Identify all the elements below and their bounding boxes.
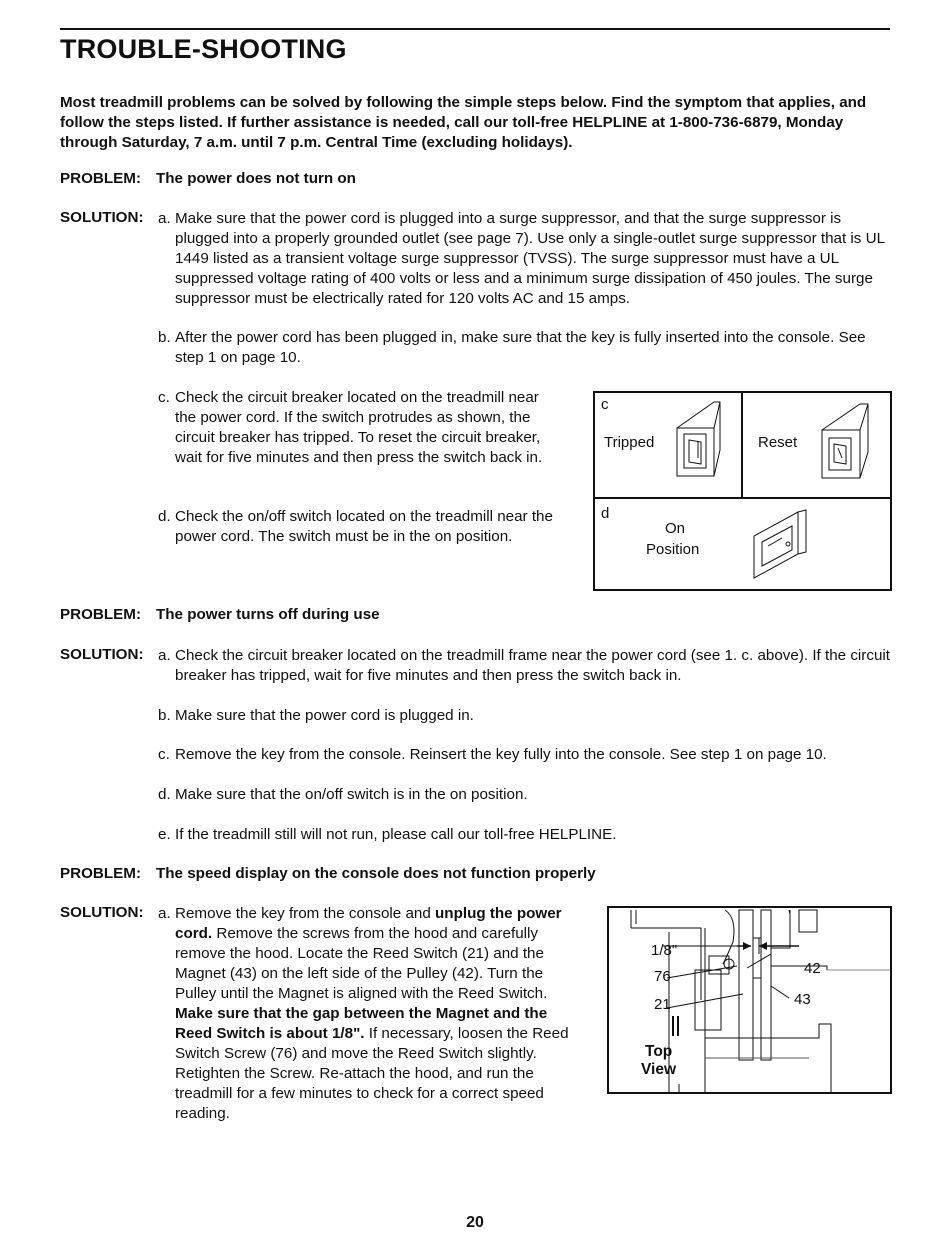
fig-76-label: 76 — [654, 968, 671, 985]
p3-step-a — [158, 904, 573, 1124]
fig-43-label: 43 — [794, 991, 811, 1008]
page-title: TROUBLE-SHOOTING — [60, 34, 347, 64]
fig-gap-label: 1/8" — [651, 942, 678, 959]
problem-label: PROBLEM: — [60, 865, 141, 882]
step-text: Check the circuit breaker located on the treadmill frame near the power cord (see 1. c. above). If the circuit breaker has tripped, wait for five minutes and then press the switch back in. — [175, 647, 890, 684]
reset-breaker-icon — [820, 400, 870, 480]
step-letter: a. — [158, 210, 171, 227]
fig-21-label: 21 — [654, 996, 671, 1013]
step-letter: b. — [158, 707, 171, 724]
problem-1-title: The power does not turn on — [156, 170, 356, 187]
step-letter: a. — [158, 647, 171, 664]
step-text — [175, 904, 573, 1124]
on-off-switch-icon — [752, 508, 812, 580]
step-letter: e. — [158, 826, 171, 843]
fig-on-label: On — [665, 520, 686, 537]
problem-label: PROBLEM: — [60, 606, 141, 623]
step-letter: c. — [158, 746, 170, 763]
step-text: Check the on/off switch located on the treadmill near the power cord. The switch must be in the on position. — [175, 508, 553, 545]
step-letter: b. — [158, 329, 171, 346]
p2-step-a — [158, 646, 893, 686]
fig-42-label: 42 — [804, 960, 821, 977]
step-text: Remove the key from the console. Reinsert the key fully into the console. See step 1 on page 10. — [175, 746, 827, 763]
problem-label: PROBLEM: — [60, 170, 141, 187]
step-text: After the power cord has been plugged in, make sure that the key is fully inserted into the console. See step 1 on page 10. — [175, 329, 866, 366]
solution-2-label: SOLUTION: — [60, 646, 144, 663]
step-letter: d. — [158, 786, 171, 803]
step-text: Make sure that the power cord is plugged in. — [175, 707, 474, 724]
figure-divider-horizontal — [595, 497, 890, 499]
figure-divider-vertical — [741, 393, 743, 499]
problem-2-heading — [60, 606, 380, 623]
step-letter: c. — [158, 389, 170, 406]
step-text-bold: unplug the power cord. — [175, 905, 562, 942]
fig-view-label: View — [641, 1061, 677, 1078]
solution-3-label: SOLUTION: — [60, 904, 144, 921]
page-number: 20 — [466, 1214, 484, 1231]
step-text-part: If necessary, loosen the Reed Switch Screw (76) and move the Reed Switch slightly. Retighten the Screw. Re-attach the hood, and run the treadmill for a few minutes to check for a correct speed reading. — [175, 1025, 569, 1122]
step-text-bold: Make sure that the gap between the Magnet and the Reed Switch is about 1/8". — [175, 1005, 548, 1042]
fig-tripped-label: Tripped — [604, 434, 655, 451]
problem-3-heading — [60, 865, 596, 882]
step-text: Make sure that the power cord is plugged into a surge suppressor, and that the surge suppressor is plugged into a properly grounded outlet (see page 7). Use only a single-outlet surge suppressor that is UL 1449 listed as a transient voltage surge suppressor (TVSS). The surge suppressor must have a UL suppressed voltage rating of 400 volts or less and a minimum surge dissipation of 450 joules. The surge suppressor must be electrically rated for 120 volts AC and 15 amps. — [175, 210, 885, 307]
step-text: If the treadmill still will not run, please call our toll-free HELPLINE. — [175, 826, 617, 843]
p1-step-b — [158, 328, 878, 368]
step-text-part: Remove the screws from the hood and carefully remove the hood. Locate the Reed Switch (21) and the Magnet (43) on the left side of the Pulley (42). Turn the Pulley until the Magnet is aligned with the Reed Switch. — [175, 925, 548, 1002]
step-letter: d. — [158, 508, 171, 525]
p1-step-a — [158, 209, 893, 309]
step-text: Make sure that the on/off switch is in the on position. — [175, 786, 528, 803]
intro-paragraph: Most treadmill problems can be solved by following the simple steps below. Find the symptom that applies, and follow the steps listed. If further assistance is needed, call our toll-free HELPLINE at 1-800-736-6879, Monday through Saturday, 7 a.m. until 7 p.m. Central Time (excluding holidays). — [60, 94, 867, 151]
problem-1-heading — [60, 170, 356, 187]
p2-step-e — [158, 825, 893, 845]
p2-step-b — [158, 706, 893, 726]
fig-reset-label: Reset — [758, 434, 798, 451]
fig-top-label: Top — [645, 1043, 673, 1060]
problem-3-title: The speed display on the console does not function properly — [156, 865, 596, 882]
solution-1-label: SOLUTION: — [60, 209, 144, 226]
step-letter: a. — [158, 905, 171, 922]
tripped-breaker-icon — [674, 398, 722, 478]
problem-2-title: The power turns off during use — [156, 606, 380, 623]
step-text: Check the circuit breaker located on the treadmill near the power cord. If the switch protrudes as shown, the circuit breaker has tripped. To reset the circuit breaker, wait for five minutes and then press the switch back in. — [175, 389, 543, 466]
fig-d-label: d — [601, 505, 610, 522]
fig-position-label: Position — [646, 541, 700, 558]
step-text-part: Remove the key from the console and — [175, 905, 436, 922]
fig-c-label: c — [601, 396, 609, 413]
title-rule — [60, 28, 890, 30]
p2-step-d — [158, 785, 893, 805]
p1-step-d — [158, 507, 558, 547]
p2-step-c — [158, 745, 898, 765]
p1-step-c — [158, 388, 558, 468]
